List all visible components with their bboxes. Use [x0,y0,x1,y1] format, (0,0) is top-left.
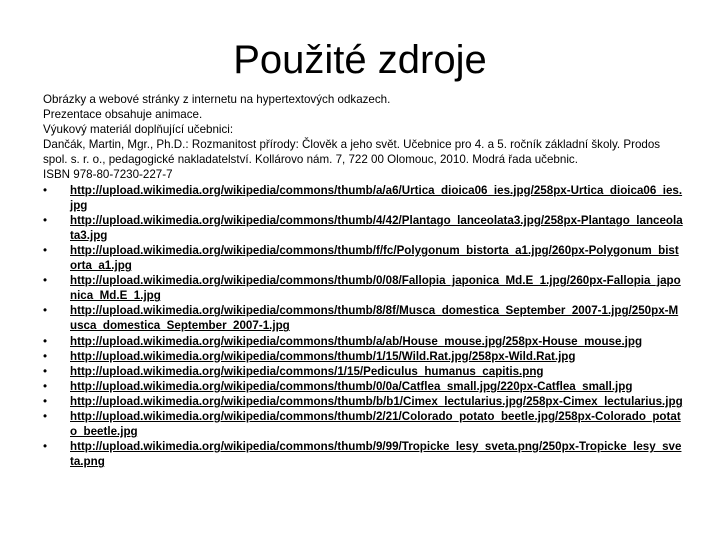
bullet-icon: • [43,213,48,227]
intro-line-animations: Prezentace obsahuje animace. [43,108,203,122]
reference-item [43,303,683,333]
reference-item [43,379,683,394]
bullet-icon: • [43,409,48,423]
reference-item [43,334,683,349]
intro-line-links: Obrázky a webové stránky z internetu na hypertextových odkazech. [43,93,391,106]
bullet-icon: • [43,304,48,318]
reference-item [43,439,683,469]
bullet-icon: • [43,349,48,363]
reference-link[interactable]: http://upload.wikimedia.org/wikipedia/commons/thumb/0/08/Fallopia_japonica_Md.E_1.jpg/260px-Fallopia_japonica_Md.E_1.jpg [70,274,681,303]
reference-item [43,364,683,379]
intro-line-isbn: ISBN 978-80-7230-227-7 [43,168,173,182]
bullet-icon: • [43,334,48,348]
bullet-icon: • [43,379,48,393]
reference-link[interactable]: http://upload.wikimedia.org/wikipedia/commons/thumb/4/42/Plantago_lanceolata3.jpg/258px-Plantago_lanceolata3.jpg [70,213,683,242]
reference-item [43,349,683,364]
intro-line-citation: Dančák, Martin, Mgr., Ph.D.: Rozmanitost přírody: Člověk a jeho svět. Učebnice pro 4. a 5. ročník základní školy. Prodos spol. s. r. o., pedagogické nakladatelství. Kollárovo nám. 7, 722 00 Olomouc, 2010. Modrá řada učebnic. [43,138,661,167]
reference-link[interactable]: http://upload.wikimedia.org/wikipedia/commons/thumb/8/8f/Musca_domestica_September_2007-1.jpg/250px-Musca_domestica_September_2007-1.jpg [70,304,679,333]
reference-item [43,183,683,213]
bullet-icon: • [43,243,48,257]
reference-link[interactable]: http://upload.wikimedia.org/wikipedia/commons/thumb/1/15/Wild.Rat.jpg/258px-Wild.Rat.jpg [70,349,576,363]
intro-line-material: Výukový materiál doplňující učebnici: [43,123,234,137]
reference-item [43,243,683,273]
reference-list [43,183,683,470]
reference-link[interactable]: http://upload.wikimedia.org/wikipedia/commons/thumb/f/fc/Polygonum_bistorta_a1.jpg/260px-Polygonum_bistorta_a1.jpg [70,243,679,273]
bullet-icon: • [43,440,48,454]
reference-link[interactable]: http://upload.wikimedia.org/wikipedia/commons/thumb/b/b1/Cimex_lectularius.jpg/258px-Cimex_lectularius.jpg [70,394,683,408]
reference-link[interactable]: http://upload.wikimedia.org/wikipedia/commons/thumb/9/99/Tropicke_lesy_sveta.png/250px-Tropicke_lesy_sveta.png [70,440,682,469]
reference-link[interactable]: http://upload.wikimedia.org/wikipedia/commons/thumb/a/a6/Urtica_dioica06_ies.jpg/258px-Urtica_dioica06_ies.jpg [70,183,683,212]
slide-body [43,92,683,469]
reference-item [43,394,683,409]
reference-item [43,213,683,243]
reference-item [43,273,683,303]
reference-link[interactable]: http://upload.wikimedia.org/wikipedia/commons/thumb/a/ab/House_mouse.jpg/258px-House_mouse.jpg [70,334,643,348]
reference-link[interactable]: http://upload.wikimedia.org/wikipedia/commons/thumb/2/21/Colorado_potato_beetle.jpg/258px-Colorado_potato_beetle.jpg [70,409,681,439]
reference-link[interactable]: http://upload.wikimedia.org/wikipedia/commons/1/15/Pediculus_humanus_capitis.png [70,364,544,378]
bullet-icon: • [43,394,48,408]
reference-link[interactable]: http://upload.wikimedia.org/wikipedia/commons/thumb/0/0a/Catflea_small.jpg/220px-Catflea_small.jpg [70,379,633,393]
bullet-icon: • [43,274,48,288]
bullet-icon: • [43,364,48,378]
slide-title: Použité zdroje [233,38,487,82]
bullet-icon: • [43,183,48,197]
reference-item [43,409,683,439]
